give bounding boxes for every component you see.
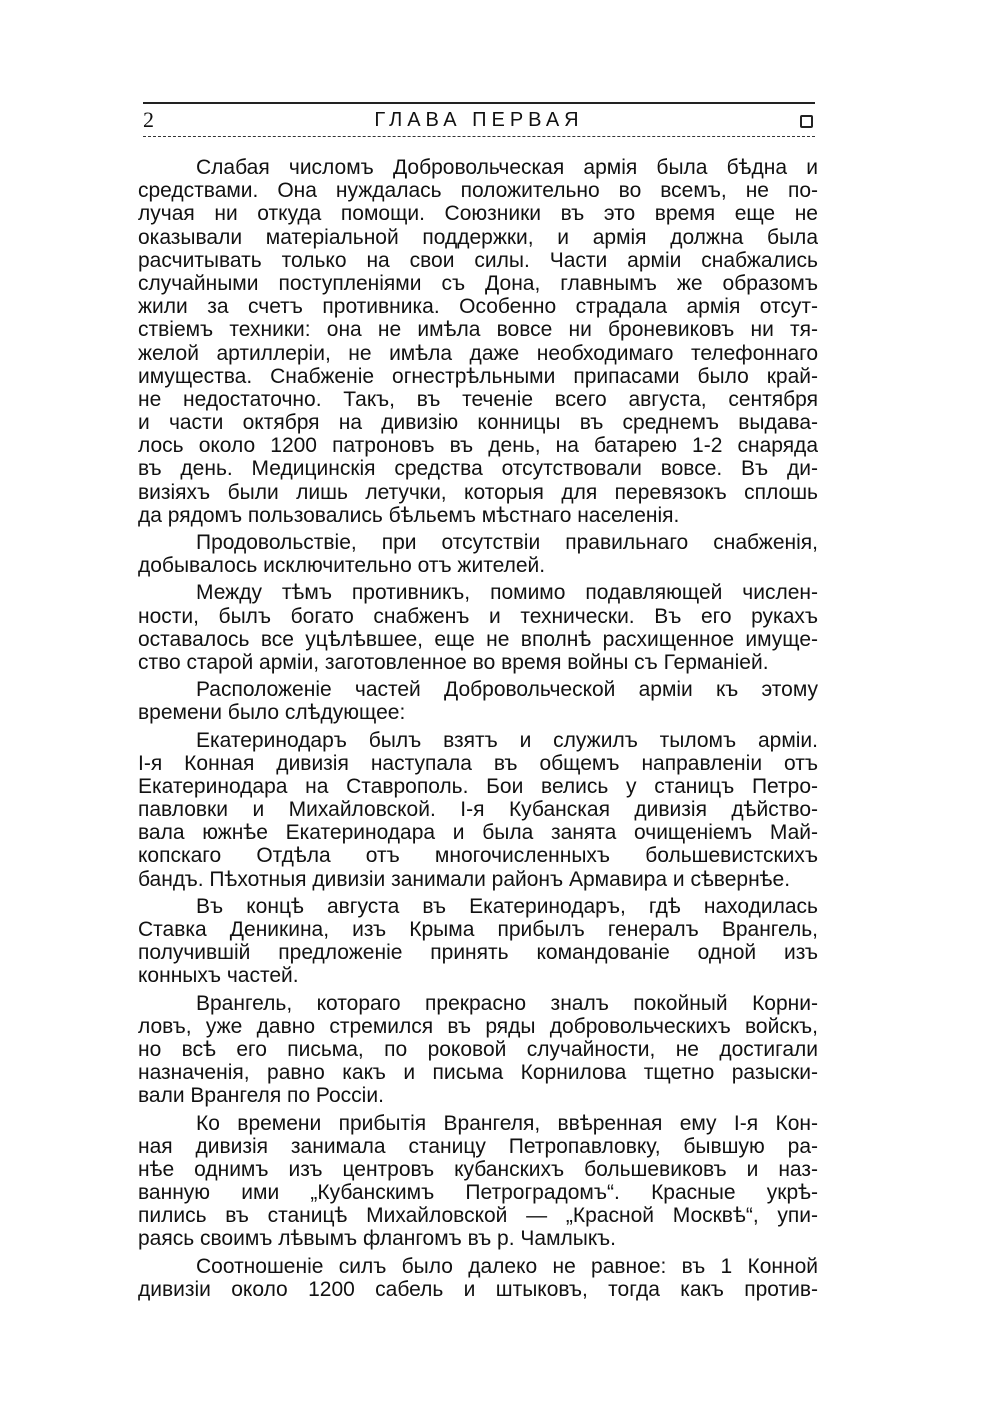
text-line: жили за счетъ противника. Особенно страдала армія отсут- xyxy=(138,295,818,319)
text-line: ности, былъ богато снабженъ и технически. Въ его рукахъ xyxy=(138,604,818,628)
paragraph xyxy=(138,1255,818,1301)
text-line: да рядомъ пользовались бѣльемъ мѣстнаго населенія. xyxy=(138,503,680,527)
text-line: вала южнѣе Екатеринодара и была занята очищеніемъ Май- xyxy=(138,821,818,845)
text-line: ванную ими „Кубанскимъ Петроградомъ“. Красные укрѣ- xyxy=(138,1181,818,1205)
text-line: имущества. Снабженіе огнестрѣльными припасами было край- xyxy=(138,364,818,388)
text-line: и части октября на дивизію конницы въ среднемъ выдава- xyxy=(138,411,818,435)
header-top-rule xyxy=(143,102,815,104)
paragraph xyxy=(138,895,818,988)
paragraph xyxy=(138,581,818,674)
text-line: Ставка Деникина, изъ Крыма прибылъ генералъ Врангель, xyxy=(138,918,818,941)
square-ornament-icon xyxy=(800,115,813,128)
text-line: случайными поступленіями съ Дона, главнымъ же образомъ xyxy=(138,271,818,295)
text-line: добывалось исключительно отъ жителей. xyxy=(138,554,546,578)
text-line: Въ концѣ августа въ Екатеринодаръ, гдѣ находилась xyxy=(196,894,818,918)
text-line: не недостаточно. Такъ, въ теченіе всего августа, сентября xyxy=(138,387,818,411)
text-line: вали Врангеля по Россіи. xyxy=(138,1084,384,1108)
text-line: средствами. Она нуждалась положительно во всемъ, не по- xyxy=(138,179,818,203)
header-bottom-rule xyxy=(143,136,815,137)
text-line: Между тѣмъ противникъ, помимо подавляющей числен- xyxy=(196,581,818,605)
text-line: расчитывать только на свои силы. Части арміи снабжались xyxy=(138,248,818,272)
text-line: Соотношеніе силъ было далеко не равное: въ 1 Конной xyxy=(196,1254,818,1278)
paragraph xyxy=(138,1112,818,1251)
text-line: нѣе однимъ изъ центровъ кубанскихъ большевиковъ и наз- xyxy=(138,1157,818,1181)
body-text xyxy=(138,156,818,1301)
paragraph xyxy=(138,156,818,527)
paragraph xyxy=(138,678,818,724)
running-header xyxy=(143,102,815,142)
text-line: І-я Конная дивизія наступала въ общемъ направленіи отъ xyxy=(138,751,818,775)
text-line: Расположеніе частей Добровольческой арміи къ этому xyxy=(196,678,818,702)
text-line: Ко времени прибытія Врангеля, ввѣренная ему І-я Кон- xyxy=(196,1111,818,1135)
text-line: получившій предложеніе принять командованіе одной изъ xyxy=(138,941,818,965)
text-line: ство старой арміи, заготовленное во время войны съ Германіей. xyxy=(138,650,769,674)
text-line: лось около 1200 патроновъ въ день, на батарею 1-2 снаряда xyxy=(138,434,818,458)
text-line: назначенія, равно какъ и письма Корнилова тщетно разыски- xyxy=(138,1061,818,1085)
chapter-title: ГЛАВА ПЕРВАЯ xyxy=(374,109,584,131)
text-line: оставалось все уцѣлѣвшее, еще не вполнѣ расхищенное имуще- xyxy=(138,627,818,651)
page-number: 2 xyxy=(143,107,154,132)
text-line: Екатеринодаръ былъ взятъ и служилъ тыломъ арміи. xyxy=(196,728,818,752)
text-line: Слабая числомъ Добровольческая армія была бѣдна и xyxy=(196,156,818,179)
text-line: бандъ. Пѣхотныя дивизіи занимали районъ Армавира и сѣвернѣе. xyxy=(138,867,791,891)
text-line: раясь своимъ лѣвымъ флангомъ въ р. Чамлыкъ. xyxy=(138,1227,616,1251)
text-line: Врангель, котораго прекрасно зналъ покойный Корни- xyxy=(196,991,818,1015)
text-line: ловъ, уже давно стремился въ ряды добровольческихъ войскъ, xyxy=(138,1014,818,1038)
paragraph xyxy=(138,729,818,891)
text-line: оказывали матеріальной поддержки, и армія должна была xyxy=(138,225,818,249)
text-line: Продовольствіе, при отсутствіи правильнаго снабженія, xyxy=(196,531,818,554)
text-line: дивизіи около 1200 сабель и штыковъ, тогда какъ против- xyxy=(138,1277,818,1301)
text-line: въ день. Медицинскія средства отсутствовали вовсе. Въ ди- xyxy=(138,457,818,481)
text-line: желой артиллеріи, не имѣла даже необходимаго телефоннаго xyxy=(138,341,818,365)
text-line: лучая ни откуда помощи. Союзники въ это время еще не xyxy=(138,202,818,226)
text-line: но всѣ его письма, по роковой случайности, не достигали xyxy=(138,1037,818,1061)
text-line: копскаго Отдѣла отъ многочисленныхъ большевистскихъ xyxy=(138,844,818,868)
text-line: ная дивизія занимала станицу Петропавловку, бывшую ра- xyxy=(138,1134,818,1158)
paragraph xyxy=(138,531,818,577)
text-line: ствіемъ техники: она не имѣла вовсе ни броневиковъ ни тя- xyxy=(138,318,818,342)
text-line: Екатеринодара на Ставрополь. Бои велись у станицъ Петро- xyxy=(138,774,818,798)
text-line: времени было слѣдующее: xyxy=(138,701,406,725)
text-line: конныхъ частей. xyxy=(138,964,299,988)
paragraph xyxy=(138,992,818,1108)
text-line: павловки и Михайловской. І-я Кубанская дивизія дѣйство- xyxy=(138,798,818,822)
text-line: пились въ станицѣ Михайловской — „Красной Москвѣ“, упи- xyxy=(138,1204,818,1228)
text-line: визіяхъ были лишь летучки, которыя для перевязокъ сплошь xyxy=(138,480,818,504)
